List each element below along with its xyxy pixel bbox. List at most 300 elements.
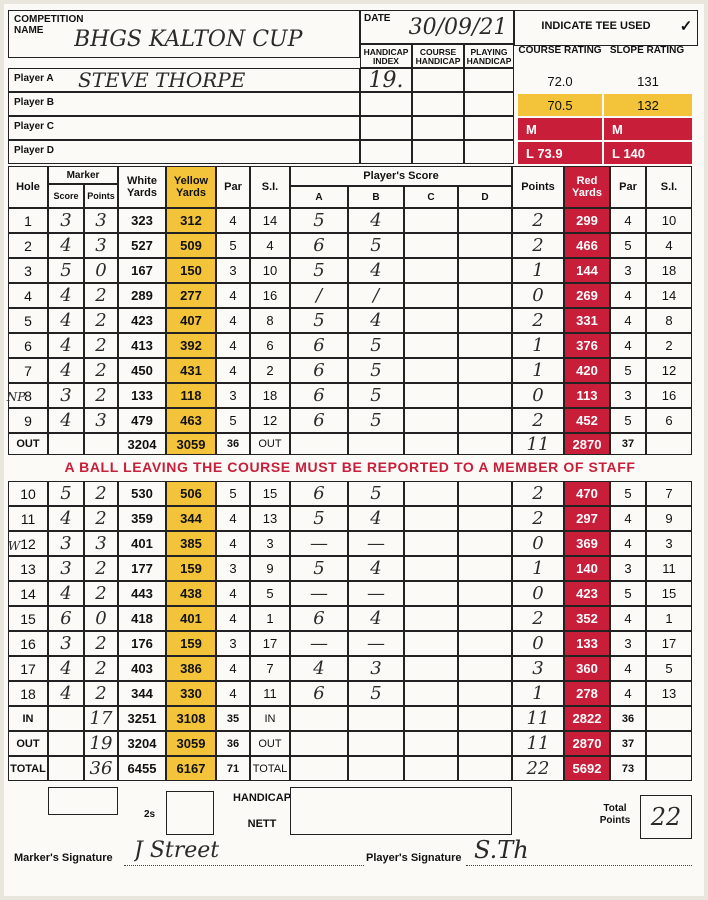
- cell-points[interactable]: 0: [512, 283, 564, 308]
- cell-mscore[interactable]: 4: [48, 333, 84, 358]
- player-name-field[interactable]: [78, 140, 348, 164]
- cell-red: 423: [564, 581, 610, 606]
- cell-d[interactable]: [458, 656, 512, 681]
- cell-a[interactable]: 6: [290, 606, 348, 631]
- cell-hole: 14: [8, 581, 48, 606]
- cell-mpoints[interactable]: 0: [84, 606, 118, 631]
- cell-yellow: 401: [166, 606, 216, 631]
- cell-mpoints[interactable]: 0: [84, 258, 118, 283]
- cell-d[interactable]: [458, 631, 512, 656]
- date-value[interactable]: 30/09/21: [408, 14, 508, 40]
- twos-label: 2s: [144, 809, 156, 820]
- cell-a[interactable]: 5: [290, 258, 348, 283]
- cell-mscore[interactable]: 4: [48, 681, 84, 706]
- cell-rpar: 5: [610, 481, 646, 506]
- cell-c[interactable]: [404, 208, 458, 233]
- cell-d[interactable]: [458, 681, 512, 706]
- cell-white: 530: [118, 481, 166, 506]
- col-player-d: D: [458, 186, 512, 208]
- cell-c[interactable]: [404, 556, 458, 581]
- cell-rpar: 5: [610, 408, 646, 433]
- marker-signature[interactable]: J Street: [134, 837, 220, 863]
- cell-c[interactable]: [404, 706, 458, 731]
- cell-par: 36: [216, 433, 250, 455]
- cell-d[interactable]: [458, 581, 512, 606]
- cell-mscore[interactable]: 3: [48, 556, 84, 581]
- cell-d[interactable]: [458, 506, 512, 531]
- cell-c[interactable]: [404, 581, 458, 606]
- cell-yellow: 6167: [166, 756, 216, 781]
- cell-hole: OUT: [8, 731, 48, 756]
- cell-d[interactable]: [458, 333, 512, 358]
- cell-yellow: 344: [166, 506, 216, 531]
- cell-points[interactable]: 0: [512, 581, 564, 606]
- cell-b[interactable]: 5: [348, 333, 404, 358]
- cell-rpar: 5: [610, 358, 646, 383]
- indicate-tee-label: INDICATE TEE USED: [541, 20, 651, 32]
- cell-mpoints[interactable]: 2: [84, 581, 118, 606]
- cell-c[interactable]: [404, 481, 458, 506]
- cell-rsi: 14: [646, 283, 692, 308]
- cell-a[interactable]: [290, 756, 348, 781]
- cell-c[interactable]: [404, 606, 458, 631]
- cell-mpoints[interactable]: 3: [84, 531, 118, 556]
- cell-si: 13: [250, 506, 290, 531]
- cell-red: 140: [564, 556, 610, 581]
- course-handicap-field[interactable]: [412, 92, 464, 116]
- cell-points[interactable]: 0: [512, 631, 564, 656]
- cell-mscore[interactable]: [48, 706, 84, 731]
- cell-yellow: 506: [166, 481, 216, 506]
- cell-mpoints[interactable]: 17: [84, 706, 118, 731]
- cell-d[interactable]: [458, 556, 512, 581]
- cell-d[interactable]: [458, 756, 512, 781]
- cell-white: 443: [118, 581, 166, 606]
- cell-a[interactable]: 4: [290, 656, 348, 681]
- cell-points[interactable]: 1: [512, 556, 564, 581]
- cell-points[interactable]: 0: [512, 531, 564, 556]
- cell-si: 8: [250, 308, 290, 333]
- cell-si: 2: [250, 358, 290, 383]
- cell-mscore[interactable]: 4: [48, 506, 84, 531]
- cell-a[interactable]: /: [290, 283, 348, 308]
- cell-rsi: 16: [646, 383, 692, 408]
- cell-b[interactable]: 5: [348, 383, 404, 408]
- course-handicap-field[interactable]: [412, 68, 464, 92]
- cell-white: 344: [118, 681, 166, 706]
- handicap-index-field[interactable]: [360, 140, 412, 164]
- cell-hole: 11: [8, 506, 48, 531]
- cell-rsi: 11: [646, 556, 692, 581]
- cell-mscore[interactable]: 3: [48, 631, 84, 656]
- handicap-index-field[interactable]: [360, 116, 412, 140]
- cell-rpar: 4: [610, 333, 646, 358]
- col-si: S.I.: [250, 166, 290, 208]
- cell-yellow: 509: [166, 233, 216, 258]
- cell-points[interactable]: 2: [512, 506, 564, 531]
- twos-box[interactable]: [166, 791, 214, 835]
- cell-b[interactable]: 4: [348, 556, 404, 581]
- cell-hole: 7: [8, 358, 48, 383]
- cell-points[interactable]: 2: [512, 606, 564, 631]
- cell-a[interactable]: 5: [290, 556, 348, 581]
- cell-mpoints[interactable]: 2: [84, 631, 118, 656]
- player-name-field[interactable]: STEVE THORPE: [78, 68, 246, 92]
- cell-par: 5: [216, 408, 250, 433]
- cell-mscore[interactable]: [48, 731, 84, 756]
- cell-rpar: 5: [610, 581, 646, 606]
- cell-d[interactable]: [458, 258, 512, 283]
- cell-b[interactable]: 5: [348, 408, 404, 433]
- cell-d[interactable]: [458, 408, 512, 433]
- slope-rating-value: M: [604, 118, 692, 140]
- cell-mpoints[interactable]: 3: [84, 408, 118, 433]
- cell-white: 413: [118, 333, 166, 358]
- cell-b[interactable]: 5: [348, 358, 404, 383]
- cell-si: 10: [250, 258, 290, 283]
- cell-mpoints[interactable]: 3: [84, 208, 118, 233]
- cell-red: 113: [564, 383, 610, 408]
- cell-white: 527: [118, 233, 166, 258]
- cell-c[interactable]: [404, 308, 458, 333]
- cell-points[interactable]: 2: [512, 308, 564, 333]
- cell-a[interactable]: [290, 433, 348, 455]
- cell-par: 4: [216, 581, 250, 606]
- cell-mpoints[interactable]: 2: [84, 308, 118, 333]
- cell-rpar: 73: [610, 756, 646, 781]
- cell-red: 297: [564, 506, 610, 531]
- cell-yellow: 438: [166, 581, 216, 606]
- cell-d[interactable]: [458, 308, 512, 333]
- cell-rsi: [646, 433, 692, 455]
- cell-c[interactable]: [404, 283, 458, 308]
- cell-points[interactable]: 1: [512, 333, 564, 358]
- cell-b[interactable]: 4: [348, 506, 404, 531]
- cell-c[interactable]: [404, 233, 458, 258]
- cell-mpoints[interactable]: 2: [84, 656, 118, 681]
- cell-rsi: 15: [646, 581, 692, 606]
- player-label: Player B: [14, 97, 55, 108]
- playing-handicap-field[interactable]: [464, 92, 514, 116]
- cell-hole: 2: [8, 233, 48, 258]
- cell-points[interactable]: 2: [512, 208, 564, 233]
- cell-par: 3: [216, 383, 250, 408]
- course-rating-value: 70.5: [518, 94, 602, 116]
- cell-points[interactable]: 2: [512, 233, 564, 258]
- cell-d[interactable]: [458, 531, 512, 556]
- cell-a[interactable]: —: [290, 581, 348, 606]
- cell-rsi: 6: [646, 408, 692, 433]
- cell-b[interactable]: 5: [348, 481, 404, 506]
- cell-c[interactable]: [404, 756, 458, 781]
- cell-b[interactable]: 4: [348, 606, 404, 631]
- cell-d[interactable]: [458, 233, 512, 258]
- cell-c[interactable]: [404, 258, 458, 283]
- cell-mscore[interactable]: 4: [48, 358, 84, 383]
- cell-d[interactable]: [458, 383, 512, 408]
- col-hole: Hole: [8, 166, 48, 208]
- cell-yellow: 159: [166, 556, 216, 581]
- cell-hole: TOTAL: [8, 756, 48, 781]
- cell-si: 18: [250, 383, 290, 408]
- playing-handicap-field[interactable]: [464, 116, 514, 140]
- cell-points[interactable]: 1: [512, 358, 564, 383]
- cell-b[interactable]: 5: [348, 681, 404, 706]
- cell-a[interactable]: 5: [290, 308, 348, 333]
- cell-a[interactable]: 6: [290, 408, 348, 433]
- cell-mpoints[interactable]: 2: [84, 481, 118, 506]
- cell-d[interactable]: [458, 481, 512, 506]
- cell-mpoints[interactable]: 2: [84, 681, 118, 706]
- cell-mpoints[interactable]: 2: [84, 333, 118, 358]
- cell-mscore[interactable]: 4: [48, 308, 84, 333]
- cell-si: 17: [250, 631, 290, 656]
- cell-mscore[interactable]: 5: [48, 481, 84, 506]
- cell-red: 5692: [564, 756, 610, 781]
- cell-red: 352: [564, 606, 610, 631]
- cell-hole: 9: [8, 408, 48, 433]
- cell-b[interactable]: —: [348, 531, 404, 556]
- cell-rpar: 4: [610, 681, 646, 706]
- handicap-index-field[interactable]: [360, 92, 412, 116]
- player-label: Player C: [14, 121, 55, 132]
- cell-yellow: 3108: [166, 706, 216, 731]
- cell-rsi: 13: [646, 681, 692, 706]
- cell-mpoints[interactable]: 36: [84, 756, 118, 781]
- playing-handicap-field[interactable]: [464, 140, 514, 164]
- cell-mpoints[interactable]: 2: [84, 506, 118, 531]
- cell-d[interactable]: [458, 706, 512, 731]
- cell-yellow: 3059: [166, 731, 216, 756]
- cell-rsi: [646, 756, 692, 781]
- cell-points[interactable]: 11: [512, 731, 564, 756]
- cell-c[interactable]: [404, 656, 458, 681]
- cell-b[interactable]: 3: [348, 656, 404, 681]
- cell-si: 14: [250, 208, 290, 233]
- cell-par: 5: [216, 233, 250, 258]
- cell-b[interactable]: /: [348, 283, 404, 308]
- cell-b[interactable]: 4: [348, 208, 404, 233]
- cell-points[interactable]: 11: [512, 433, 564, 455]
- cell-par: 4: [216, 531, 250, 556]
- cell-mscore[interactable]: [48, 756, 84, 781]
- cell-mscore[interactable]: 3: [48, 531, 84, 556]
- cell-si: OUT: [250, 731, 290, 756]
- cell-c[interactable]: [404, 333, 458, 358]
- cell-b[interactable]: —: [348, 631, 404, 656]
- total-points-value[interactable]: 22: [640, 795, 692, 839]
- cell-b[interactable]: [348, 756, 404, 781]
- cell-mpoints[interactable]: 2: [84, 556, 118, 581]
- cell-mscore[interactable]: 4: [48, 656, 84, 681]
- course-rating-value: L 73.9: [518, 142, 602, 164]
- player-name-field[interactable]: [78, 116, 348, 140]
- cell-mscore[interactable]: 3: [48, 383, 84, 408]
- player-label: Player D: [14, 145, 55, 156]
- cell-red: 376: [564, 333, 610, 358]
- cell-si: 3: [250, 531, 290, 556]
- playing-handicap-label: PLAYING HANDICAP: [464, 44, 514, 68]
- course-handicap-field[interactable]: [412, 116, 464, 140]
- cell-a[interactable]: [290, 731, 348, 756]
- cell-a[interactable]: 5: [290, 208, 348, 233]
- col-players-score: Player's Score: [290, 166, 512, 186]
- cell-mpoints[interactable]: [84, 433, 118, 455]
- course-handicap-field[interactable]: [412, 140, 464, 164]
- cell-c[interactable]: [404, 383, 458, 408]
- cell-yellow: 330: [166, 681, 216, 706]
- cell-mpoints[interactable]: 2: [84, 383, 118, 408]
- cell-par: 4: [216, 333, 250, 358]
- course-rating-label: COURSE RATING: [518, 46, 602, 56]
- cell-b[interactable]: 4: [348, 308, 404, 333]
- cell-b[interactable]: 5: [348, 233, 404, 258]
- cell-points[interactable]: 2: [512, 408, 564, 433]
- cell-white: 450: [118, 358, 166, 383]
- cell-a[interactable]: 6: [290, 358, 348, 383]
- cell-mscore[interactable]: 4: [48, 283, 84, 308]
- cell-par: 35: [216, 706, 250, 731]
- cell-points[interactable]: 1: [512, 258, 564, 283]
- slope-rating-value: 131: [604, 70, 692, 92]
- handicap-index-label: HANDICAP INDEX: [360, 44, 412, 68]
- cell-red: 2870: [564, 433, 610, 455]
- cell-red: 144: [564, 258, 610, 283]
- cell-rsi: [646, 706, 692, 731]
- cell-mscore[interactable]: 5: [48, 258, 84, 283]
- cell-c[interactable]: [404, 408, 458, 433]
- cell-par: 4: [216, 606, 250, 631]
- cell-white: 423: [118, 308, 166, 333]
- cell-a[interactable]: —: [290, 631, 348, 656]
- handicap-nett-box[interactable]: [290, 787, 512, 835]
- cell-rsi: 10: [646, 208, 692, 233]
- cell-si: 7: [250, 656, 290, 681]
- cell-mscore[interactable]: 6: [48, 606, 84, 631]
- cell-rpar: 37: [610, 731, 646, 756]
- cell-rpar: 36: [610, 706, 646, 731]
- cell-mscore[interactable]: 3: [48, 208, 84, 233]
- cell-rpar: 3: [610, 556, 646, 581]
- cell-c[interactable]: [404, 681, 458, 706]
- cell-mpoints[interactable]: 2: [84, 283, 118, 308]
- cell-yellow: 118: [166, 383, 216, 408]
- cell-mscore[interactable]: 4: [48, 408, 84, 433]
- cell-points[interactable]: 1: [512, 681, 564, 706]
- cell-red: 269: [564, 283, 610, 308]
- cell-par: 4: [216, 656, 250, 681]
- cell-c[interactable]: [404, 506, 458, 531]
- cell-mscore[interactable]: 4: [48, 581, 84, 606]
- nett-label: NETT: [247, 817, 277, 830]
- cell-a[interactable]: 6: [290, 681, 348, 706]
- cell-par: 4: [216, 308, 250, 333]
- marker-signature-line: [124, 865, 364, 866]
- cell-c[interactable]: [404, 433, 458, 455]
- col-player-b: B: [348, 186, 404, 208]
- cell-a[interactable]: —: [290, 531, 348, 556]
- warning-banner: A BALL LEAVING THE COURSE MUST BE REPORTED TO A MEMBER OF STAFF: [64, 459, 636, 475]
- cell-hole: 8: [8, 383, 48, 408]
- cell-a[interactable]: 6: [290, 481, 348, 506]
- cell-mpoints[interactable]: 19: [84, 731, 118, 756]
- player-name-field[interactable]: [78, 92, 348, 116]
- cell-rsi: 17: [646, 631, 692, 656]
- cell-points[interactable]: 22: [512, 756, 564, 781]
- cell-rsi: 3: [646, 531, 692, 556]
- cell-par: 4: [216, 358, 250, 383]
- total-points-label: Total Points: [599, 803, 631, 826]
- cell-c[interactable]: [404, 731, 458, 756]
- cell-b[interactable]: 4: [348, 258, 404, 283]
- cell-white: 6455: [118, 756, 166, 781]
- cell-par: 4: [216, 208, 250, 233]
- cell-d[interactable]: [458, 283, 512, 308]
- cell-par: 4: [216, 283, 250, 308]
- cell-c[interactable]: [404, 531, 458, 556]
- cell-c[interactable]: [404, 358, 458, 383]
- cell-a[interactable]: 6: [290, 383, 348, 408]
- cell-par: 3: [216, 258, 250, 283]
- cell-c[interactable]: [404, 631, 458, 656]
- cell-d[interactable]: [458, 433, 512, 455]
- cell-b[interactable]: [348, 731, 404, 756]
- cell-hole: 13: [8, 556, 48, 581]
- cell-a[interactable]: 6: [290, 233, 348, 258]
- cell-d[interactable]: [458, 731, 512, 756]
- cell-yellow: 385: [166, 531, 216, 556]
- cell-mpoints[interactable]: 3: [84, 233, 118, 258]
- player-signature-line: [466, 865, 692, 866]
- cell-b[interactable]: —: [348, 581, 404, 606]
- cell-d[interactable]: [458, 606, 512, 631]
- col-marker-score: Score: [48, 184, 84, 208]
- slope-rating-value: L 140: [604, 142, 692, 164]
- tee-check-mark: ✓: [679, 18, 693, 35]
- cell-si: 9: [250, 556, 290, 581]
- cell-mscore[interactable]: 4: [48, 233, 84, 258]
- cell-red: 331: [564, 308, 610, 333]
- cell-white: 3204: [118, 433, 166, 455]
- competition-name[interactable]: BHGS KALTON CUP: [74, 26, 303, 52]
- cell-b[interactable]: [348, 706, 404, 731]
- cell-a[interactable]: [290, 706, 348, 731]
- cell-d[interactable]: [458, 358, 512, 383]
- cell-hole: OUT: [8, 433, 48, 455]
- player-signature[interactable]: S.Th: [474, 836, 529, 864]
- cell-points[interactable]: 3: [512, 656, 564, 681]
- cell-points[interactable]: 2: [512, 481, 564, 506]
- cell-yellow: 431: [166, 358, 216, 383]
- cell-mscore[interactable]: [48, 433, 84, 455]
- cell-d[interactable]: [458, 208, 512, 233]
- competition-label: COMPETITION NAME: [14, 14, 84, 36]
- margin-note-hole8: NP: [6, 390, 26, 404]
- cell-par: 3: [216, 631, 250, 656]
- handicap-index-field[interactable]: 19.: [360, 68, 412, 92]
- cell-mpoints[interactable]: 2: [84, 358, 118, 383]
- cell-rpar: 5: [610, 233, 646, 258]
- cell-red: 2822: [564, 706, 610, 731]
- cell-a[interactable]: 6: [290, 333, 348, 358]
- cell-b[interactable]: [348, 433, 404, 455]
- playing-handicap-field[interactable]: [464, 68, 514, 92]
- cell-white: 3251: [118, 706, 166, 731]
- cell-points[interactable]: 0: [512, 383, 564, 408]
- cell-rsi: 7: [646, 481, 692, 506]
- cell-a[interactable]: 5: [290, 506, 348, 531]
- cell-points[interactable]: 11: [512, 706, 564, 731]
